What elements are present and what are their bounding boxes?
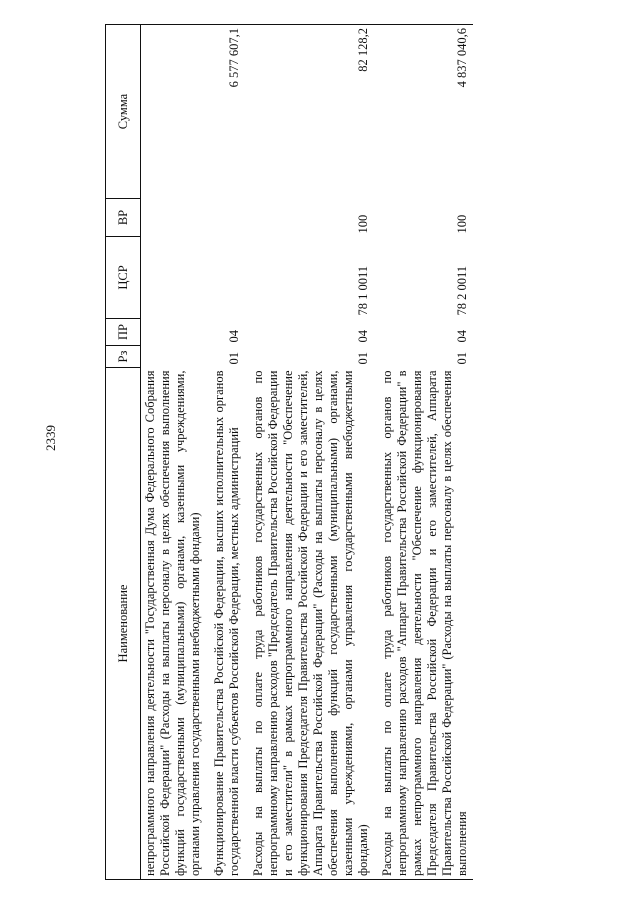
row-pr: 04 [356,330,370,343]
row-name: Функционирование Правительства Российской Федерации, высших исполнительных органов государственной власти субъектов Российской Федерации, местных администраций [210,368,245,880]
row-vr: 100 [356,214,370,234]
row-sum [141,25,207,199]
row-csr [141,237,207,319]
row-name: непрограммного направления деятельности "Государственная Дума Федерального Собрания Российской Федерации" (Расходы на выплаты персоналу в целях обеспечения выполнения функций государственными (муниципальными) органами, казенными учреждениями, органами управления государственными внебюджетными фондами) [141,368,207,880]
table-header-row [106,25,141,880]
row-pr: 04 [227,330,241,343]
row-rz [141,346,207,368]
row-csr: 78 1 0011 [356,265,370,316]
row-name: Расходы на выплаты по оплате труда работников государственных органов по непрограммному направлению расходов "Аппарат Правительства Российской Федерации" в рамках непрограммного направления деятельности "Обеспечение функционирования Председателя Правительства Российской Федерации и его заместителей, Аппарата Правительства Российской Федерации" (Расходы на выплаты персоналу в целях обеспечения выполнения [378,368,473,880]
row-sum: 4 837 040,6 [378,25,473,199]
page-number: 2339 [43,425,58,451]
table-row [210,25,245,880]
table-row [249,25,374,880]
header-pr: ПР [106,319,141,346]
row-pr [141,319,207,346]
row-vr [210,199,245,237]
header-sum: Сумма [106,25,141,199]
header-rz: Рз [106,346,141,368]
row-csr: 78 2 0011 [455,265,469,316]
table-row [141,25,207,880]
row-rz: 01 [455,352,469,365]
header-vr: ВР [106,199,141,237]
row-vr [141,199,207,237]
row-rz: 01 [356,352,370,365]
header-name: Наименование [106,368,141,880]
row-vr: 100 [455,214,469,234]
header-csr: ЦСР [106,237,141,319]
row-pr: 04 [455,330,469,343]
row-name: Расходы на выплаты по оплате труда работников государственных органов по непрограммному направлению расходов "Председатель Правительства Российской Федерации и его заместители" в рамках непрограммного направления деятельности "Обеспечение функционирования Председателя Правительства Российской Федерации и его заместителей, Аппарата Правительства Российской Федерации" (Расходы на выплаты персоналу в целях обеспечения выполнения функций государственными (муниципальными) органами, казенными учреждениями, органами управления государственными внебюджетными фондами) [249,368,374,880]
table-row [378,25,473,880]
row-csr [210,237,245,319]
row-sum: 82 128,2 [249,25,374,199]
budget-table [105,24,473,880]
budget-table-sheet [105,25,585,880]
row-sum: 6 577 607,1 [210,25,245,199]
row-rz: 01 [227,352,241,365]
